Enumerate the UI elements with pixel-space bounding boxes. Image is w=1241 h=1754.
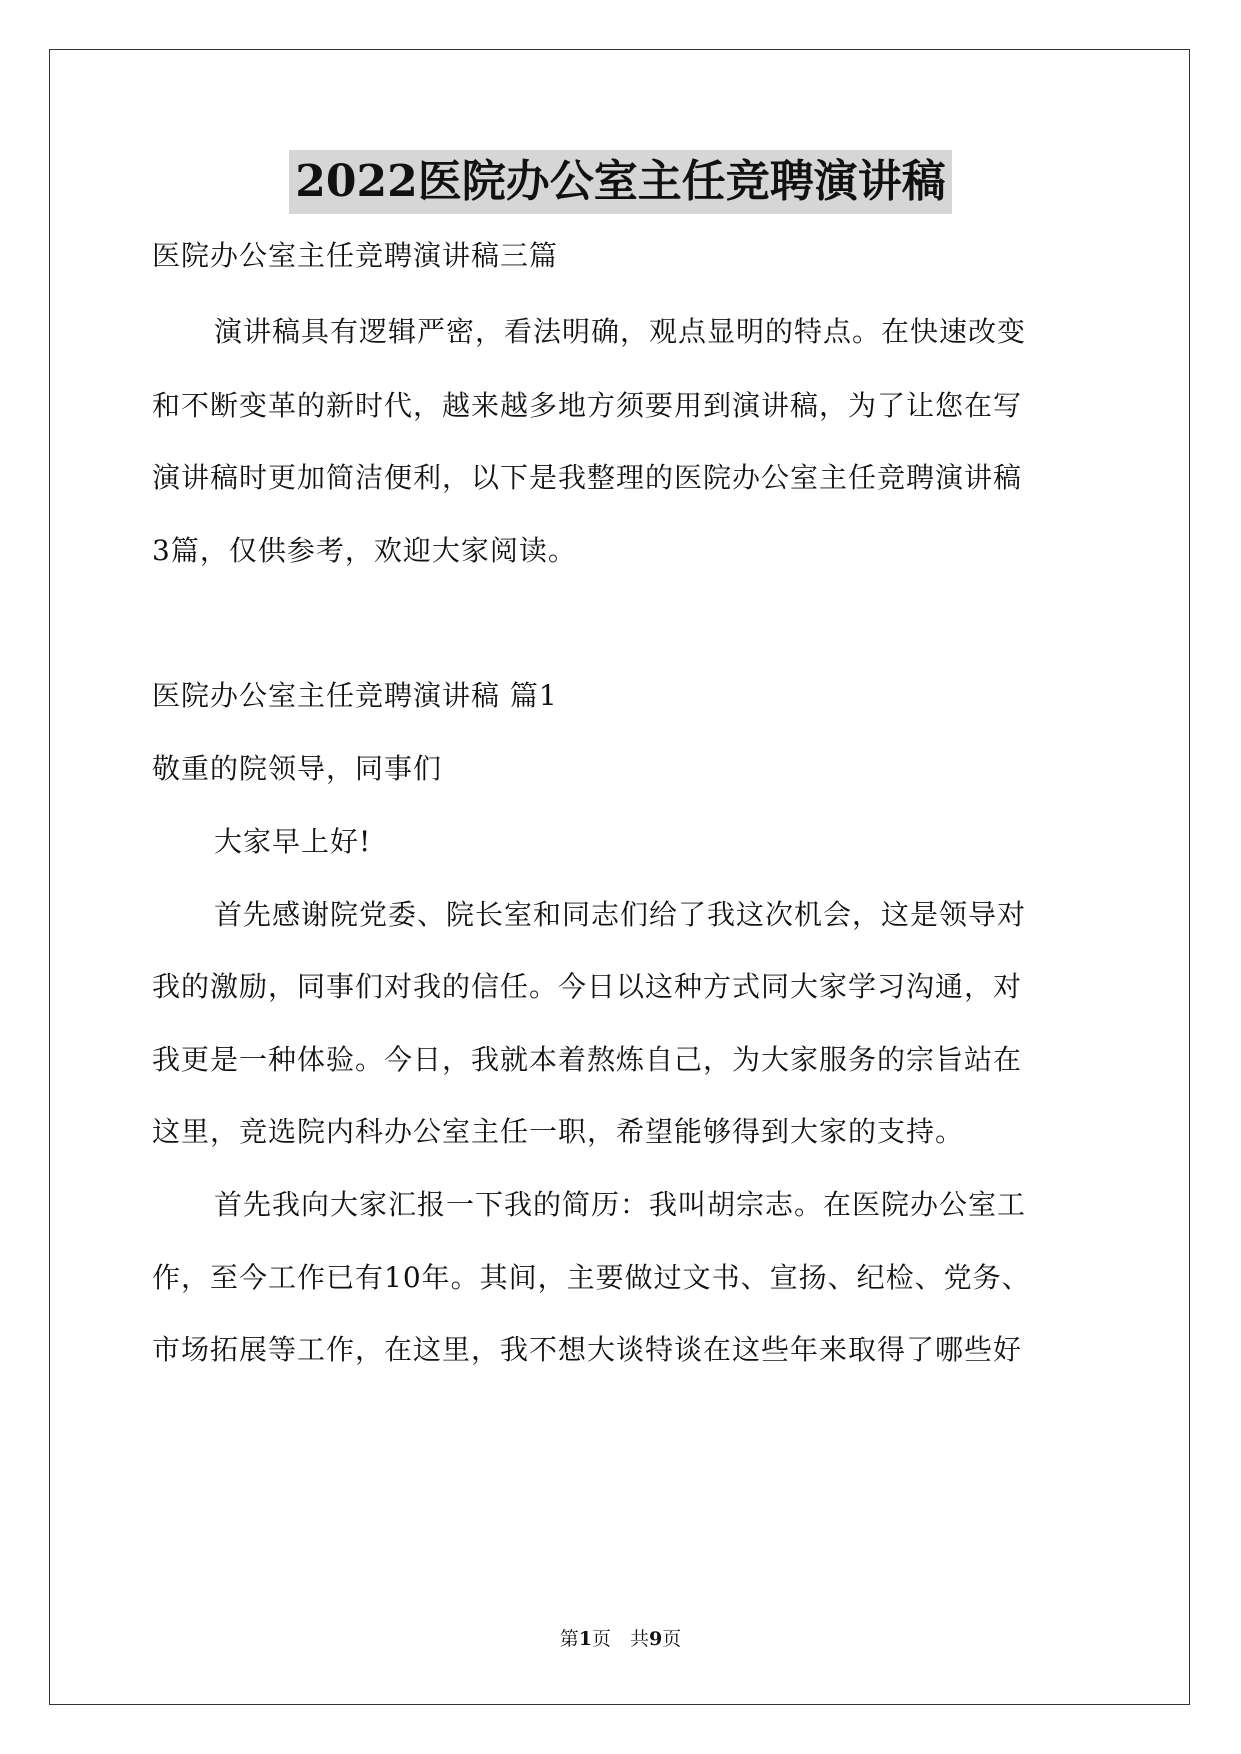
paragraph-line: 首先我向大家汇报一下我的简历：我叫胡宗志。在医院办公室工 [214, 1188, 1027, 1221]
paragraph-line: 我更是一种体验。今日，我就本着熬炼自己，为大家服务的宗旨站在 [152, 1043, 1023, 1076]
intro-line: 3篇，仅供参考，欢迎大家阅读。 [152, 534, 577, 567]
paragraph-line: 市场拓展等工作，在这里，我不想大谈特谈在这些年来取得了哪些好 [152, 1333, 1023, 1366]
title-container [0, 150, 1241, 214]
intro-line: 和不断变革的新时代，越来越多地方须要用到演讲稿，为了让您在写 [152, 389, 1023, 422]
paragraph-line: 我的激励，同事们对我的信任。今日以这种方式同大家学习沟通，对 [152, 970, 1023, 1003]
paragraph-line: 作，至今工作已有10年。其间，主要做过文书、宣扬、纪检、党务、 [152, 1261, 1031, 1294]
footer-mid: 页 共 [591, 1628, 649, 1650]
intro-line: 演讲稿具有逻辑严密，看法明确，观点显明的特点。在快速改变 [214, 315, 1027, 348]
section-heading: 医院办公室主任竞聘演讲稿 篇1 [152, 679, 558, 712]
document-title: 2022医院办公室主任竞聘演讲稿 [289, 150, 951, 214]
page-border [49, 49, 1190, 1705]
paragraph-line: 这里，竞选院内科办公室主任一职，希望能够得到大家的支持。 [152, 1115, 965, 1148]
greeting: 大家早上好! [214, 825, 372, 858]
page-footer [0, 1627, 1241, 1651]
salutation: 敬重的院领导，同事们 [152, 752, 443, 785]
footer-suffix: 页 [662, 1628, 682, 1650]
paragraph-line: 首先感谢院党委、院长室和同志们给了我这次机会，这是领导对 [214, 898, 1027, 931]
subtitle: 医院办公室主任竞聘演讲稿三篇 [152, 239, 559, 272]
total-page-number: 9 [649, 1628, 663, 1650]
current-page-number: 1 [578, 1628, 592, 1650]
footer-prefix: 第 [559, 1628, 579, 1650]
intro-line: 演讲稿时更加简洁便利，以下是我整理的医院办公室主任竞聘演讲稿 [152, 461, 1023, 494]
